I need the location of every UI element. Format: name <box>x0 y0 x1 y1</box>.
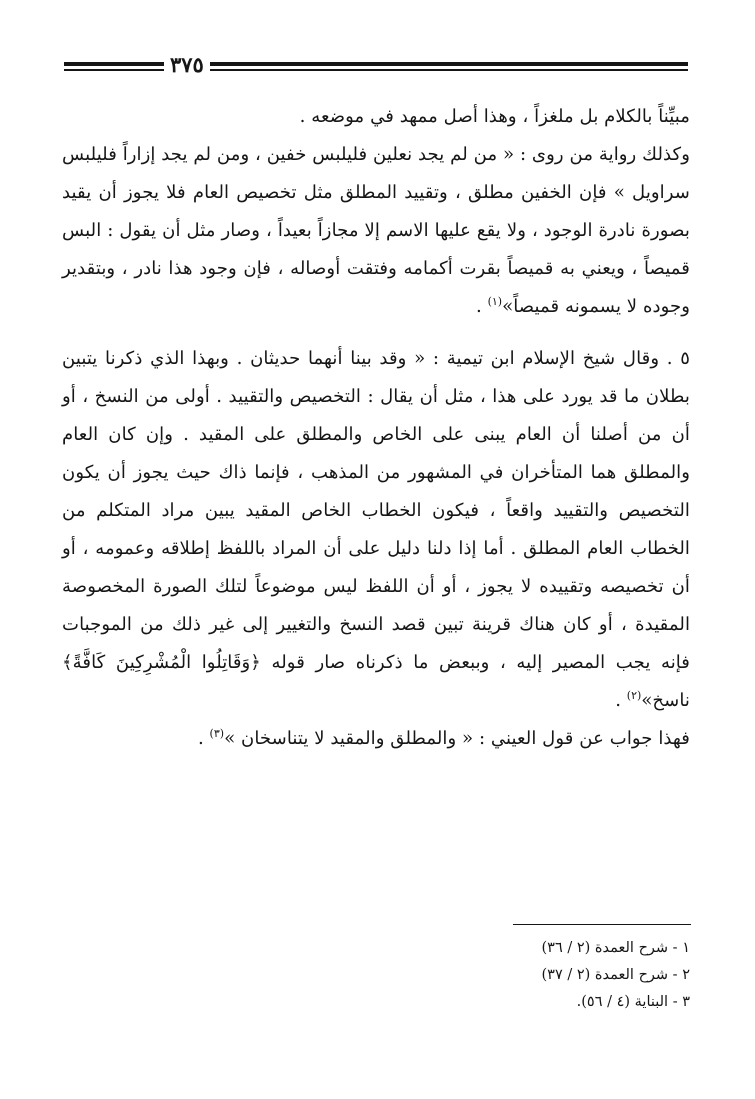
footnote-ref-3: (٣) <box>209 726 225 740</box>
paragraph-2-text: وكذلك رواية من روى : « من لم يجد نعلين فليلبس خفين ، ومن لم يجد إزاراً فليلبس سراويل » فإن الخفين مطلق ، وتقييد المطلق مثل تخصيص العام فلا يجوز أن يقيد بصورة نادرة الوجود ، ولا يقع عليها الاسم إلا مجازاً بعيداً ، وصار مثل أن يقول : البس قميصاً ، ويعني به قميصاً بقرت أكمامه وفتقت أوصاله ، فإن وجود هذا نادر ، وبتقدير وجوده لا يسمونه قميصاً» <box>62 144 690 317</box>
main-text <box>62 98 690 758</box>
paragraph-2-end: . <box>475 296 488 317</box>
paragraph-3 <box>62 340 690 720</box>
paragraph-1 <box>62 98 690 136</box>
header-rule-thin <box>64 69 688 71</box>
header-rule-thick <box>64 62 688 66</box>
footnote-ref-1: (١) <box>487 294 503 308</box>
page-header <box>64 53 688 79</box>
paragraph-1-text: مبيِّناً بالكلام بل ملغزاً ، وهذا أصل ممهد في موضعه . <box>299 106 690 127</box>
footnote-1: ١ - شرح العمدة (٢ / ٣٦) <box>541 940 690 956</box>
paragraph-2 <box>62 136 690 326</box>
footnote-2: ٢ - شرح العمدة (٢ / ٣٧) <box>541 967 690 983</box>
paragraph-3-text: ٥ . وقال شيخ الإسلام ابن تيمية : « وقد بينا أنهما حديثان . وبهذا الذي ذكرنا يتبين بطلان ما قد يورد على هذا ، مثل أن يقال : التخصيص والتقييد . أولى من النسخ ، أو أن من أصلنا أن العام يبنى على الخاص والمطلق على المقيد . وإن كان العام والمطلق هما المتأخران في المشهور من المذهب ، فإنما ذاك حيث يجوز أن يكون التخصيص والتقييد واقعاً ، فيكون الخطاب الخاص المقيد يبين مراد المتكلم من الخطاب العام المطلق . أما إذا دلنا دليل على أن المراد باللفظ إطلاقه وعمومه ، أو أن تخصيصه وتقييده لا يجوز ، أو أن اللفظ ليس موضوعاً لتلك الصورة المخصوصة المقيدة ، أو كان هناك قرينة تبين قصد النسخ والتغيير إلى غير ذلك من الموجبات فإنه يجب المصير إليه ، وببعض ما ذكرناه صار قوله ﴿وَقَاتِلُوا الْمُشْرِكِينَ كَافَّةً﴾ ناسخ» <box>62 348 690 711</box>
paragraph-4 <box>62 720 690 758</box>
paragraph-4-end: . <box>197 728 210 749</box>
footnotes <box>420 935 690 1016</box>
footnote-ref-2: (٢) <box>626 688 642 702</box>
paragraph-3-end: . <box>615 690 627 711</box>
paragraph-4-text: فهذا جواب عن قول العيني : « والمطلق والمقيد لا يتناسخان » <box>224 728 690 749</box>
footnote-3: ٣ - البناية (٤ / ٥٦). <box>576 994 690 1010</box>
footnote-divider <box>513 924 691 925</box>
page-number: ٣٧٥ <box>164 53 210 77</box>
